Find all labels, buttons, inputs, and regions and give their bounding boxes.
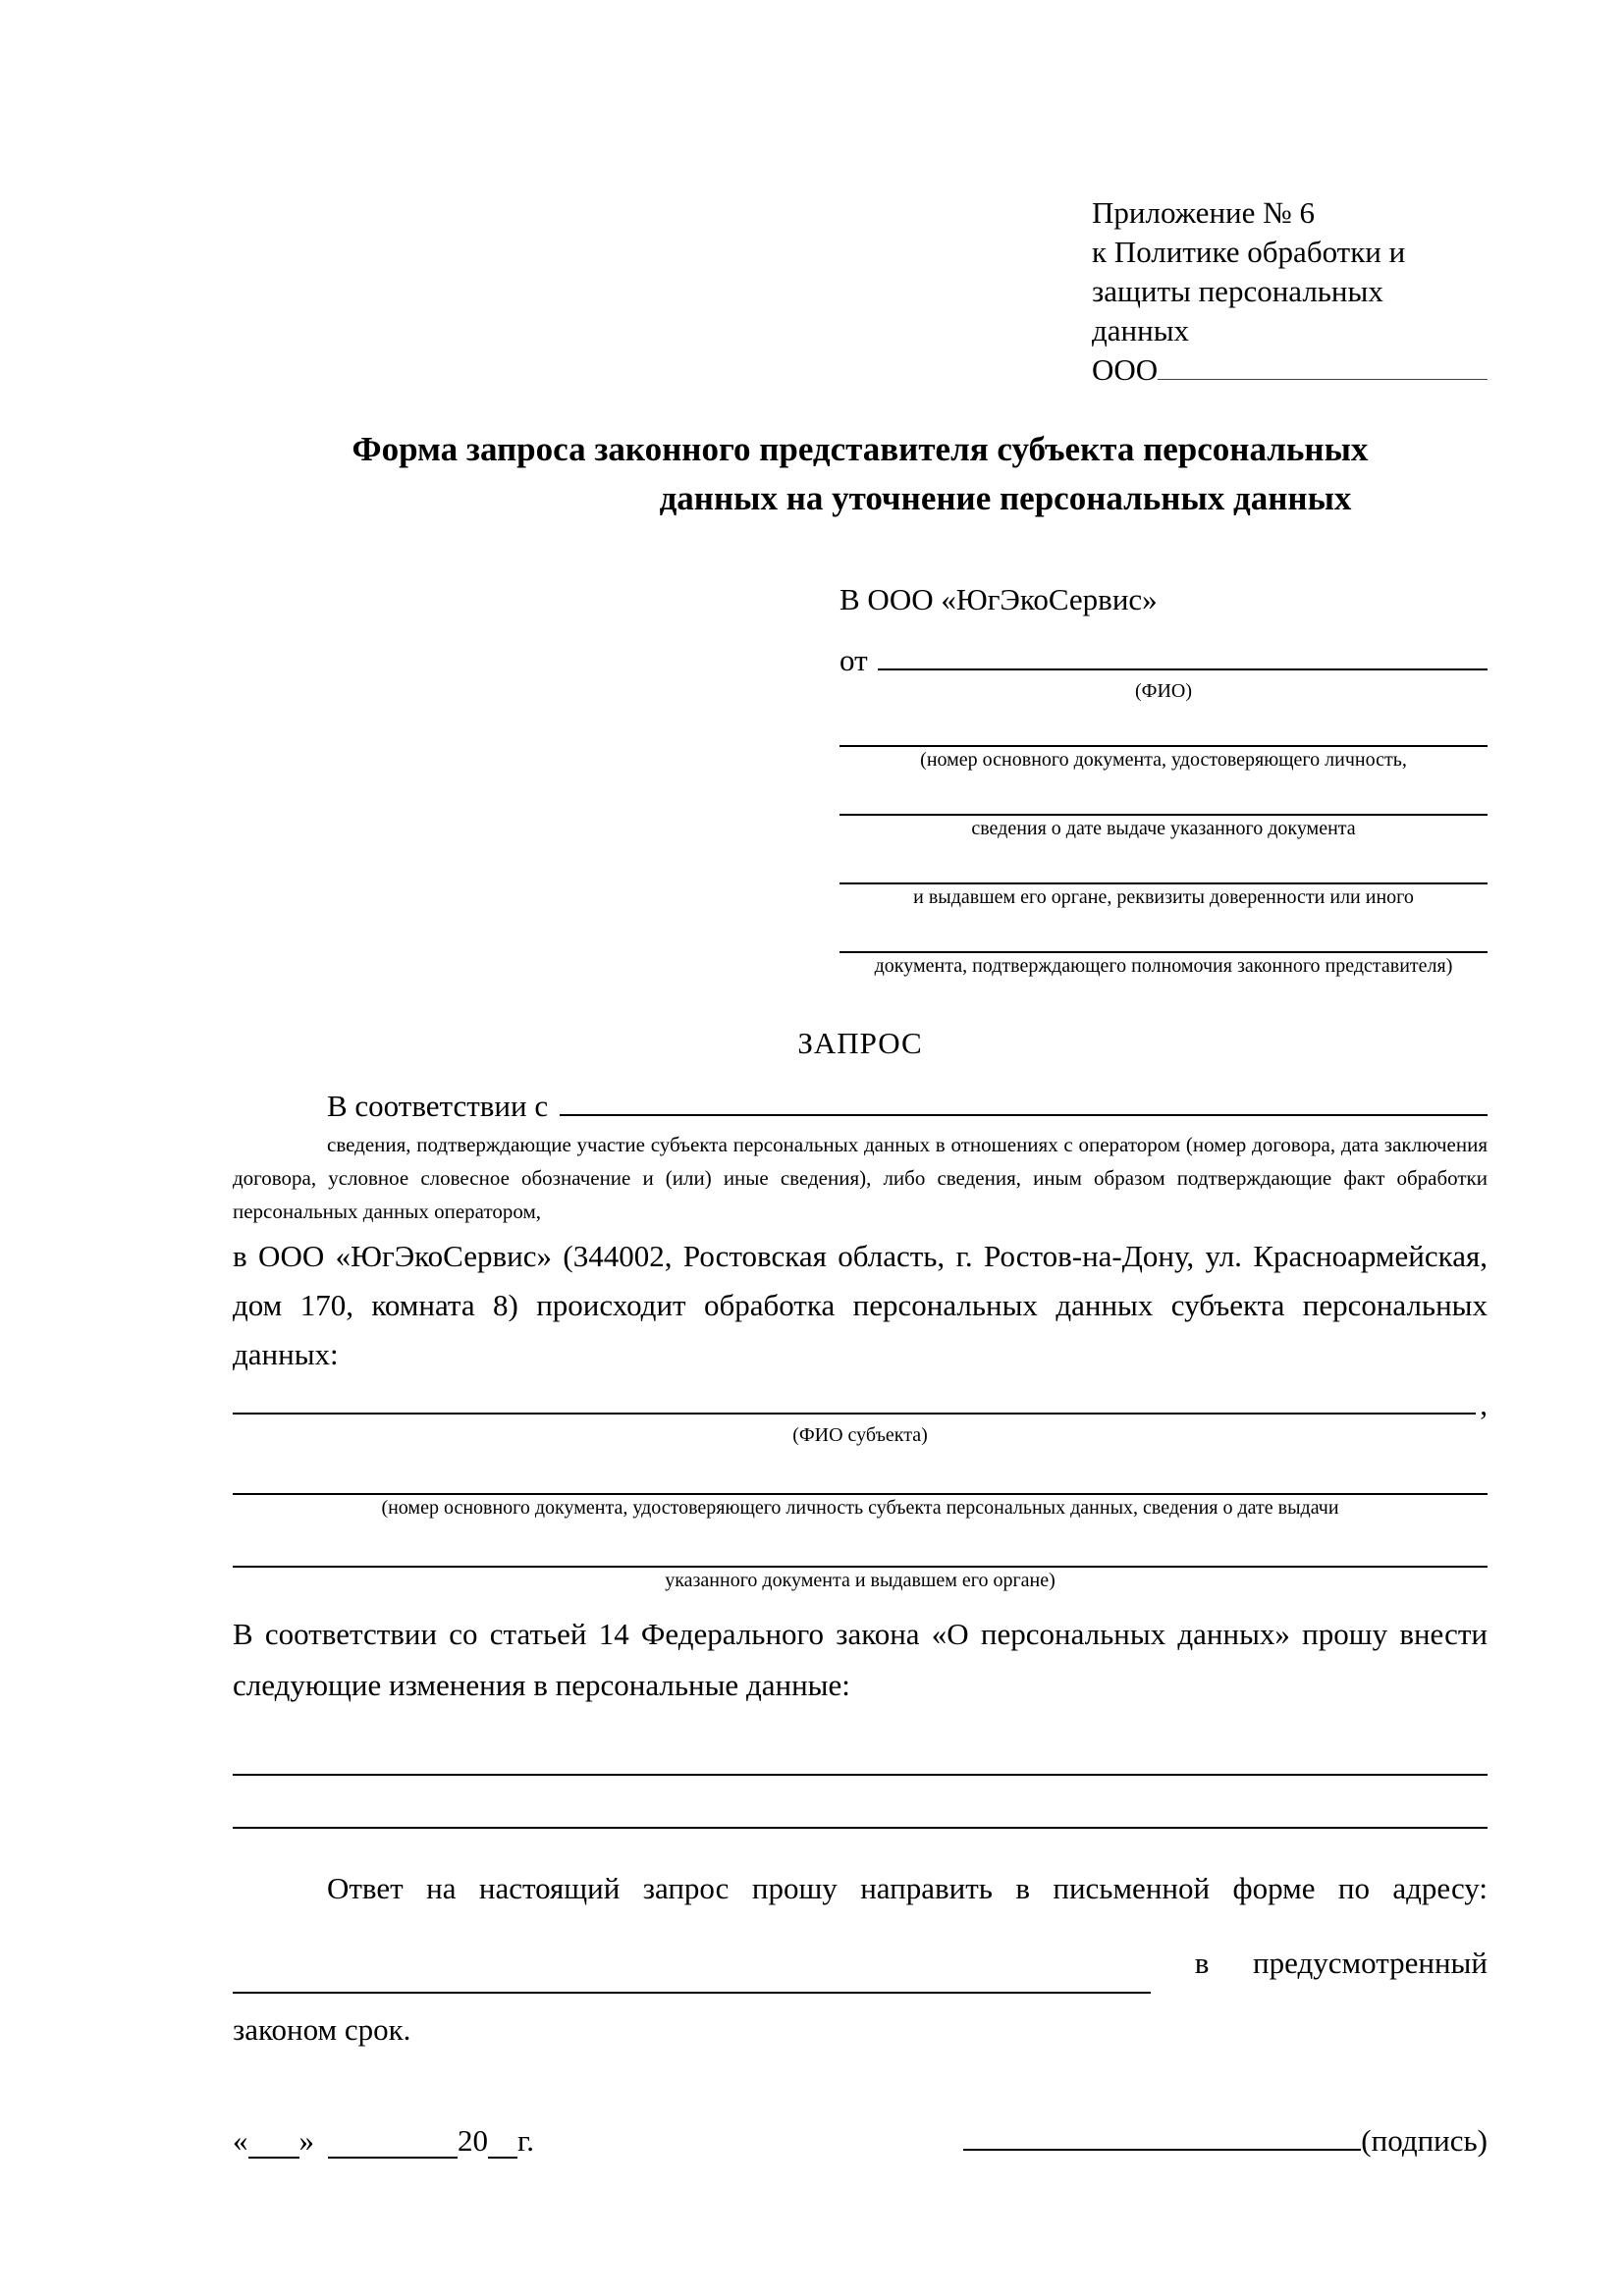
- article-paragraph: В соответствии со статьей 14 Федерального закона «О персональных данных» прошу внести следующие изменения в персональные данные:: [233, 1617, 1488, 1702]
- fio-caption: (ФИО): [1134, 680, 1192, 702]
- annex-company-row: [1092, 350, 1488, 390]
- addressee-from-row: [839, 643, 1488, 678]
- close-quote: »: [298, 2123, 314, 2158]
- changes-blank-line-2: [233, 1776, 1488, 1829]
- signature-blank-line: [963, 2139, 1361, 2151]
- accordance-row: [233, 1089, 1488, 1124]
- id-document-field-2: [839, 773, 1488, 841]
- subject-doc-blank-line-1: [233, 1448, 1488, 1495]
- month-blank-line: [328, 2147, 458, 2159]
- annex-line-2: к Политике обработки и: [1092, 235, 1406, 269]
- subject-line-comma: ,: [1480, 1387, 1488, 1421]
- field-caption: сведения о дате выдаче указанного документа: [971, 818, 1356, 839]
- year-suffix: г.: [517, 2123, 534, 2158]
- field-caption: документа, подтверждающего полномочия законного представителя): [874, 955, 1453, 977]
- date-part: [233, 2119, 534, 2163]
- subject-doc-caption-2: указанного документа и выдавшем его органе): [665, 1570, 1056, 1591]
- answer-paragraph: Ответ на настоящий запрос прошу направить в письменной форме по адресу:: [327, 1871, 1488, 1905]
- blank-line: [839, 773, 1488, 816]
- id-document-field-4: [839, 910, 1488, 979]
- fio-subject-caption: (ФИО субъекта): [792, 1424, 928, 1446]
- document-title-line-2: данных на уточнение персональных данных: [659, 479, 1352, 517]
- subject-name-blank-line: [233, 1413, 1476, 1415]
- blank-line: [839, 910, 1488, 953]
- field-caption: и выдавшем его органе, реквизиты доверенности или иного: [913, 886, 1414, 908]
- id-document-field-3: [839, 841, 1488, 910]
- field-caption: (номер основного документа, удостоверяющего личность,: [920, 749, 1407, 771]
- from-label: от: [839, 643, 868, 677]
- from-name-blank-line: [878, 668, 1488, 670]
- operator-paragraph: в ООО «ЮгЭкоСервис» (344002, Ростовская область, г. Ростов-на-Дону, ул. Красноармейская, дом 170, комната 8) происходит обработка персональных данных субъекта персональных данных:: [233, 1239, 1488, 1371]
- subject-doc-caption-1: (номер основного документа, удостоверяющего личность субъекта персональных данных, сведения о дате выдачи: [381, 1497, 1339, 1519]
- year-blank-line: [488, 2147, 517, 2159]
- day-blank-line: [248, 2147, 299, 2159]
- accordance-label: В соответствии с: [327, 1089, 549, 1123]
- annex-line-1: Приложение № 6: [1092, 195, 1315, 230]
- company-prefix-label: ООО: [1092, 352, 1159, 387]
- blank-line: [839, 704, 1488, 747]
- addressee-to: В ООО «ЮгЭкоСервис»: [839, 582, 1158, 616]
- signature-part: [963, 2119, 1488, 2163]
- addressee-block: [839, 580, 1488, 979]
- accordance-footnote: сведения, подтверждающие участие субъекта персональных данных в отношениях с оператором (номер договора, дата заключения договора, условное словесное обозначение и (или) иные сведения), либо сведения, иным образом подтверждающие факт обработки персональных данных оператором,: [233, 1133, 1488, 1223]
- document-title-line-1: Форма запроса законного представителя субъекта персональных: [352, 430, 1369, 468]
- subject-name-row: [233, 1387, 1488, 1422]
- v-label: в: [1194, 1946, 1210, 1980]
- blank-line: [839, 841, 1488, 884]
- open-quote: «: [233, 2123, 248, 2158]
- term-label: предусмотренный: [1253, 1946, 1488, 1980]
- company-name-blank-line: [1158, 379, 1488, 380]
- annex-block: [1092, 193, 1488, 390]
- year-prefix: 20: [458, 2123, 488, 2158]
- annex-line-3: защиты персональных данных: [1092, 274, 1383, 347]
- footer-row: [233, 2119, 1488, 2163]
- id-document-field-1: [839, 704, 1488, 773]
- answer-address-row: [233, 1939, 1488, 1988]
- signature-caption: (подпись): [1361, 2123, 1488, 2158]
- accordance-blank-line: [560, 1114, 1488, 1116]
- zakonom-line: законом срок.: [233, 2012, 411, 2047]
- request-heading: ЗАПРОС: [797, 1026, 923, 1060]
- subject-doc-blank-line-2: [233, 1521, 1488, 1568]
- address-blank-line: [233, 1992, 1151, 1994]
- document-title: [233, 425, 1488, 523]
- changes-blank-line-1: [233, 1723, 1488, 1776]
